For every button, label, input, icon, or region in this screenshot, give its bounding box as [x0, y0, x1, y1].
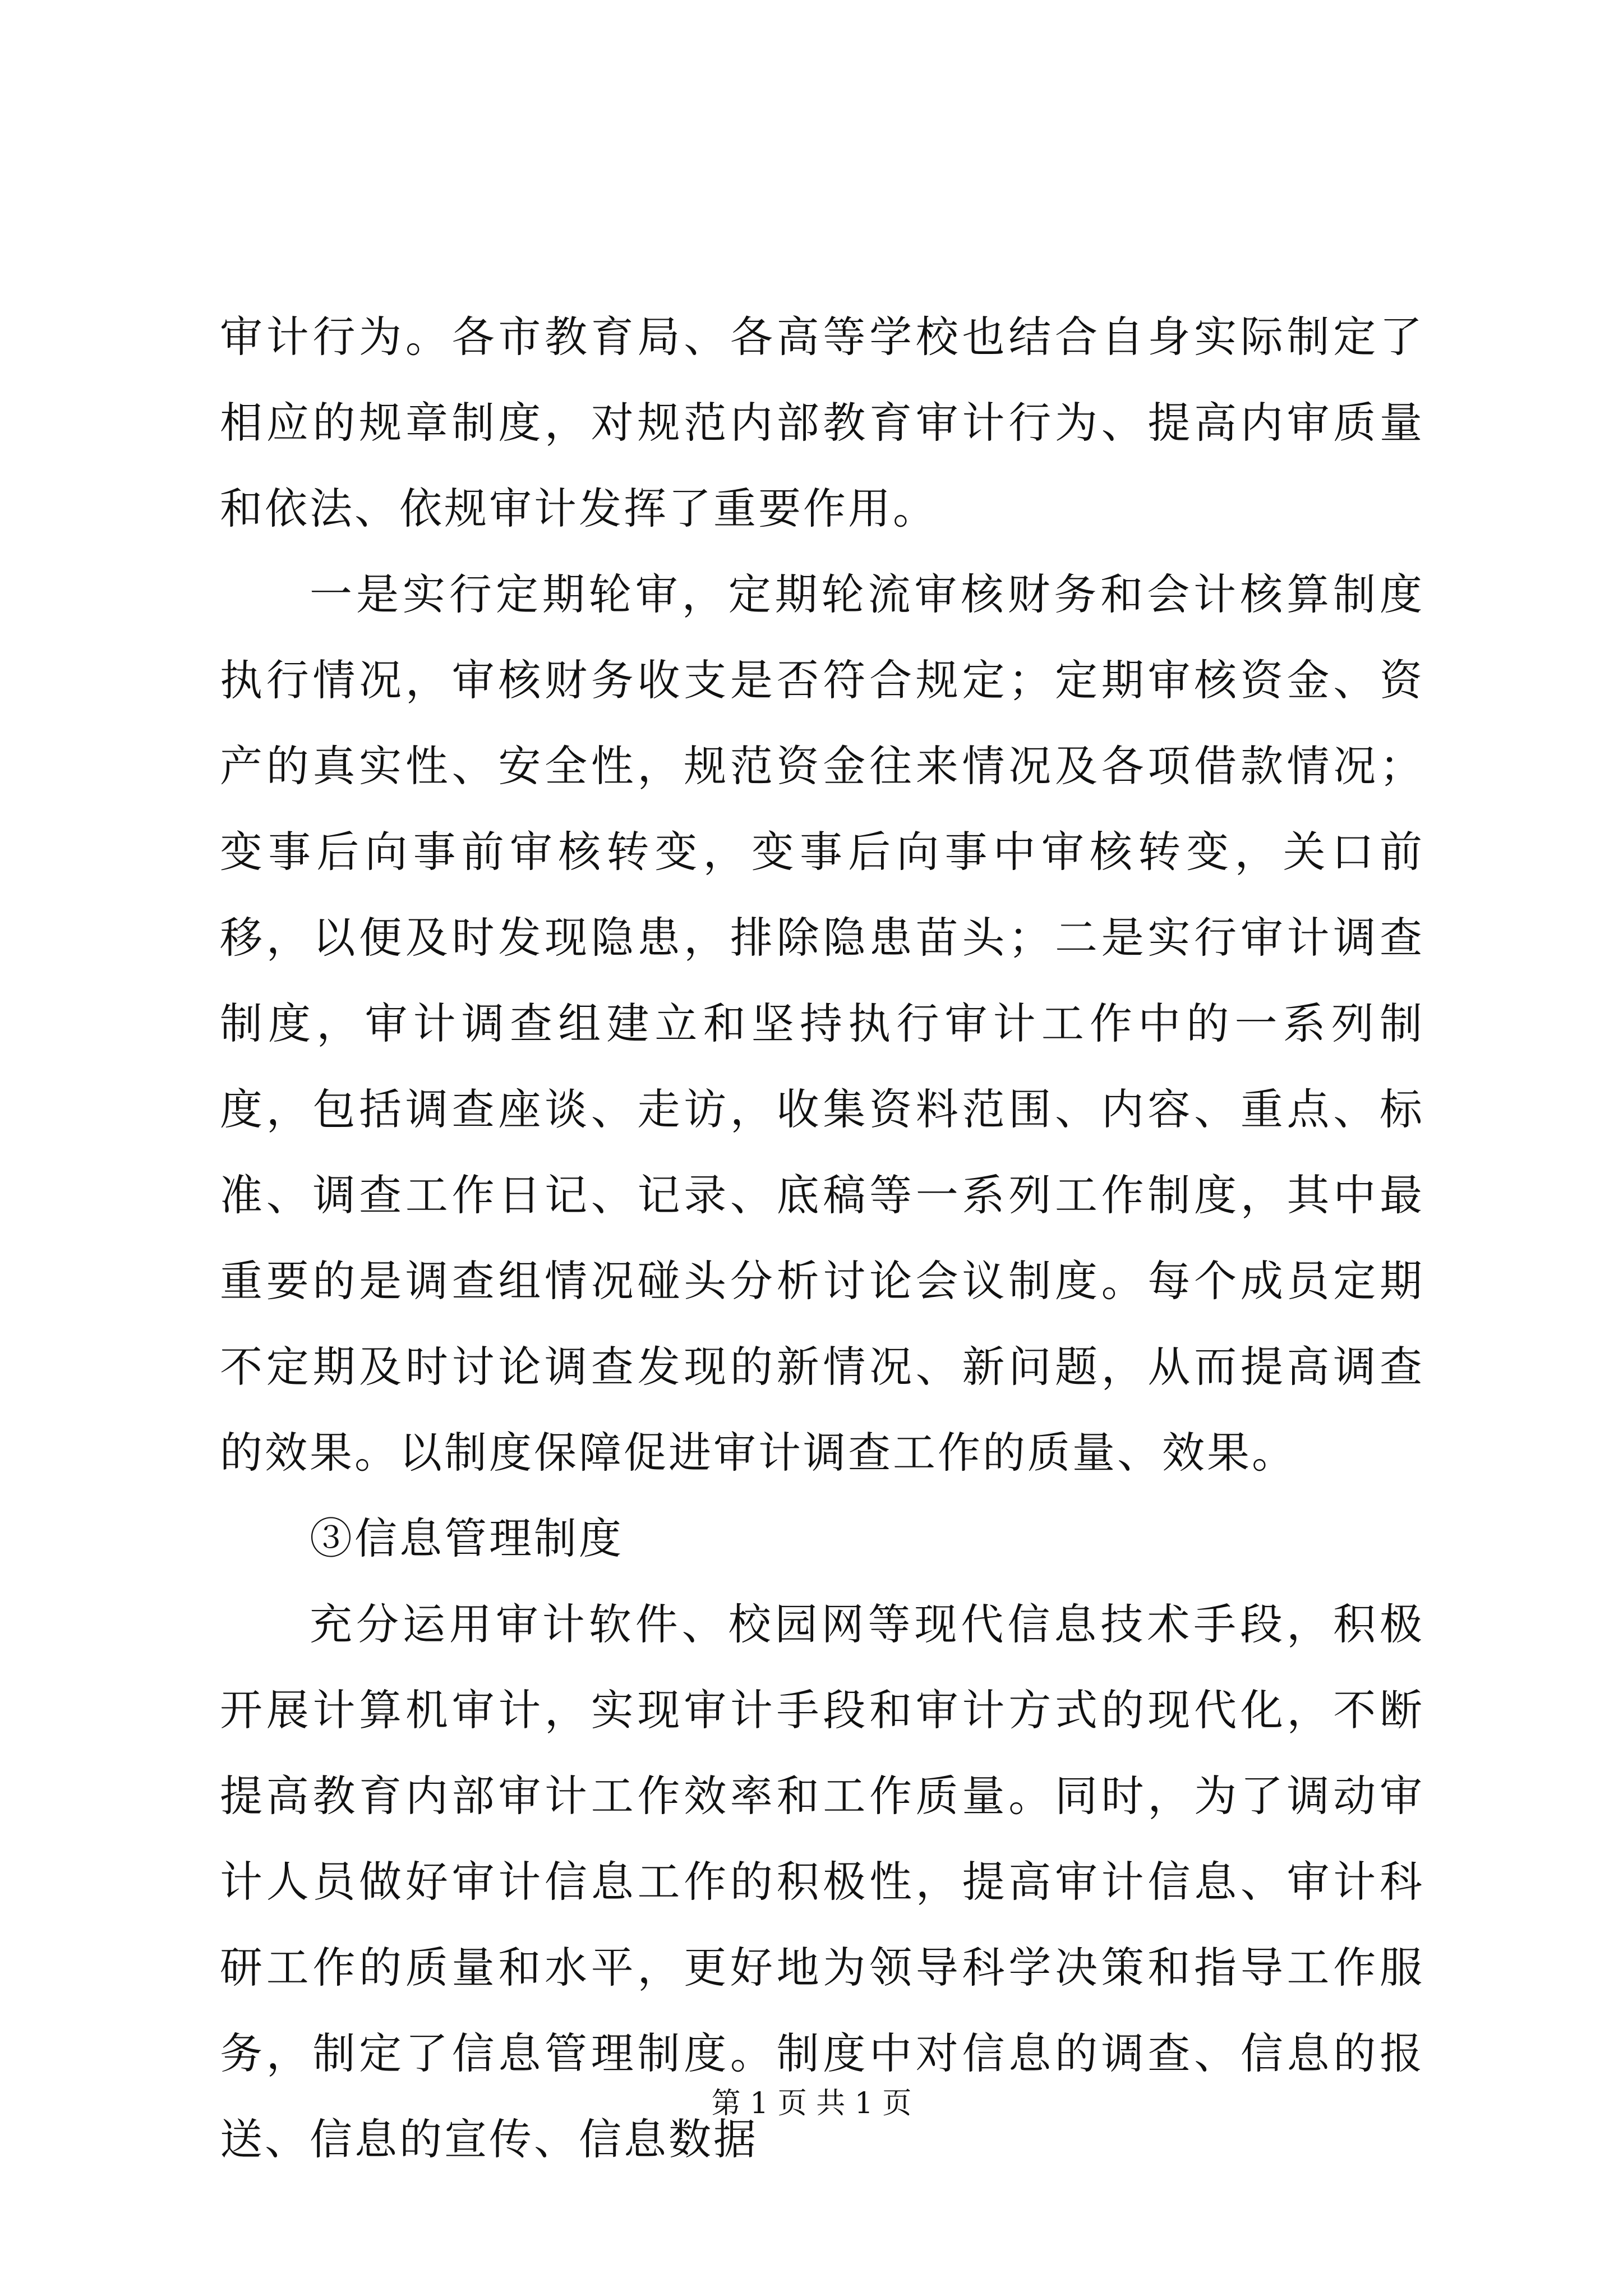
- paragraph-info-technology: 充分运用审计软件、校园网等现代信息技术手段，积极开展计算机审计，实现审计手段和审计方式的现代化，不断提高教育内部审计工作效率和工作质量。同时，为了调动审计人员做好审计信息工作的积极性，提高审计信息、审计科研工作的质量和水平，更好地为领导科学决策和指导工作服务，制定了信息管理制度。制度中对信息的调查、信息的报送、信息的宣传、信息数据: [220, 1599, 1424, 2164]
- paragraph-audit-behavior: 审计行为。各市教育局、各高等学校也结合自身实际制定了相应的规章制度，对规范内部教育审计行为、提高内审质量和依法、依规审计发挥了重要作用。: [220, 312, 1424, 533]
- page-footer: [0, 2087, 1623, 2120]
- document-body: [220, 294, 1424, 2182]
- paragraph-periodic-audit: 一是实行定期轮审，定期轮流审核财务和会计核算制度执行情况，审核财务收支是否符合规定；定期审核资金、资产的真实性、安全性，规范资金往来情况及各项借款情况；变事后向事前审核转变，变事后向事中审核转变，关口前移，以便及时发现隐患，排除隐患苗头；二是实行审计调查制度，审计调查组建立和坚持执行审计工作中的一系列制度，包括调查座谈、走访，收集资料范围、内容、重点、标准、调查工作日记、记录、底稿等一系列工作制度，其中最重要的是调查组情况碰头分析讨论会议制度。每个成员定期不定期及时讨论调查发现的新情况、新问题，从而提高调查的效果。以制度保障促进审计调查工作的质量、效果。: [220, 569, 1424, 1478]
- page-number-label: 第 1 页 共 1 页: [711, 2087, 912, 2120]
- section-heading-info-management: ③信息管理制度: [310, 1513, 624, 1563]
